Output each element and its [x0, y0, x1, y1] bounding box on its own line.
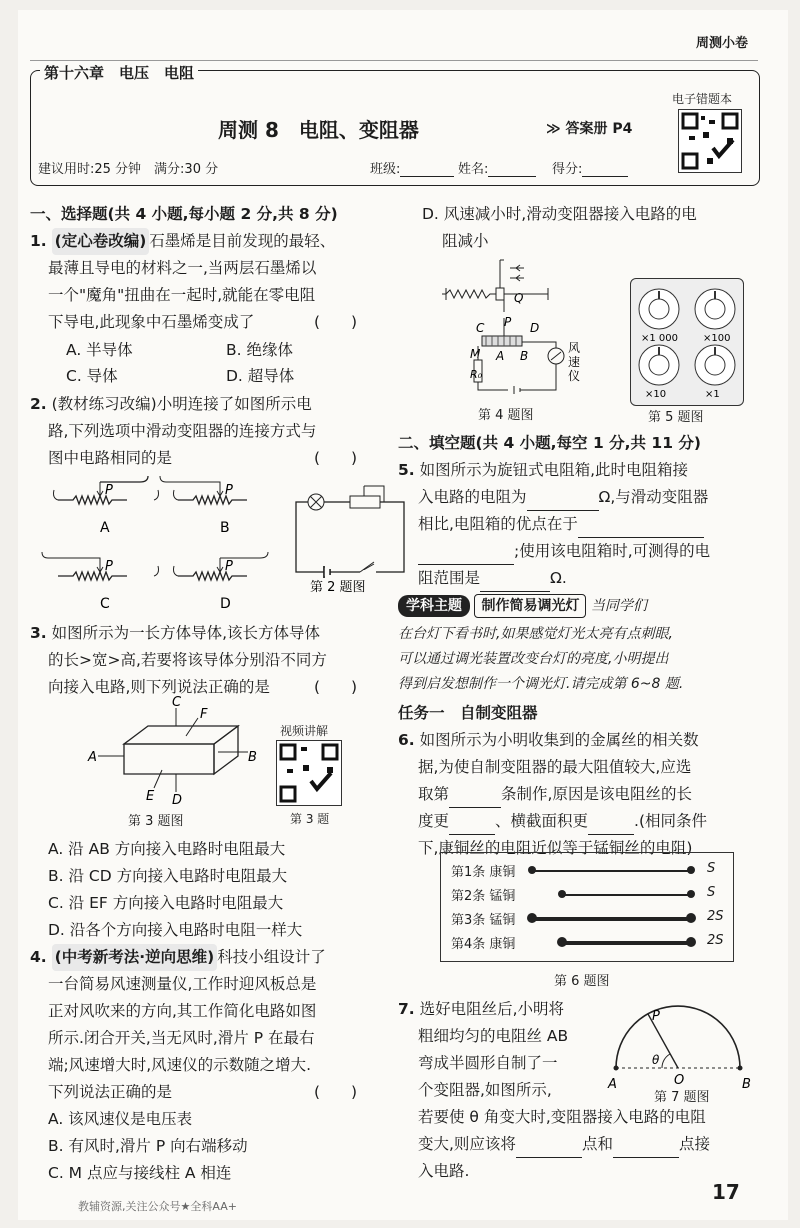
q7-blank-point-1[interactable]: [516, 1139, 582, 1158]
q4-option-a[interactable]: A. 该风速仪是电压表: [48, 1110, 193, 1128]
wire-row-2-area: S: [707, 885, 716, 900]
q5-number: 5.: [398, 461, 415, 479]
q3-answer-paren[interactable]: ( ): [314, 678, 358, 696]
q6-wire-table: [440, 852, 734, 962]
q4-option-c[interactable]: C. M 点应与接线柱 A 相连: [48, 1164, 232, 1182]
q4-line-1: [30, 944, 326, 971]
rheostat-option-a[interactable]: [54, 476, 159, 504]
fig7-label-p: P: [652, 1009, 660, 1024]
q7-line-5: 若要使 θ 角变大时,变阻器接入电路的电阻: [418, 1108, 706, 1126]
wire-3-start-dot: [527, 913, 537, 923]
fig3-label-f: F: [200, 707, 208, 722]
q2-fig-caption: 第 2 题图: [310, 580, 366, 595]
theme-title: 制作简易调光灯: [474, 594, 586, 618]
q5-text-5a: 阻范围是: [418, 569, 481, 587]
wire-2-start-dot: [558, 890, 566, 898]
score-blank[interactable]: [582, 162, 628, 177]
wire-row-2: [451, 885, 726, 904]
rheostat-option-c[interactable]: [42, 552, 159, 580]
theme-badge: 学科主题: [398, 595, 470, 617]
q3-option-a[interactable]: A. 沿 AB 方向接入电路时电阻最大: [48, 840, 286, 858]
wire-row-4: [451, 933, 726, 952]
q4-fig-caption: 第 4 题图: [478, 408, 534, 423]
wire-row-4-label: 第4条 康铜: [451, 937, 516, 952]
q2-label-c: C: [100, 596, 110, 612]
q7-text-6c: 点接: [678, 1135, 710, 1153]
q1-answer-paren[interactable]: ( ): [314, 313, 358, 331]
name-blank[interactable]: [488, 162, 536, 177]
q1-tag: (定心卷改编): [52, 228, 150, 255]
q4-line-2: 一台简易风速测量仪,工作时迎风板总是: [48, 975, 317, 993]
multiplier-1: ×1: [705, 389, 720, 400]
fig3-label-a: A: [88, 750, 97, 765]
wire-2-line: [561, 894, 691, 896]
theme-line-1: 当同学们: [590, 598, 647, 614]
q6-line-1: [398, 727, 699, 754]
q7-line-2: 粗细均匀的电阻丝 AB: [418, 1027, 569, 1045]
fig3-label-d: D: [172, 793, 183, 808]
q6-line-4: [418, 808, 707, 835]
wire-row-3-area: 2S: [707, 909, 724, 924]
score-label: 得分:: [552, 162, 583, 177]
name-field[interactable]: [458, 158, 536, 177]
q3-line-2: 的长>宽>高,若要将该导体分别沿不同方: [48, 651, 327, 669]
q1-option-d[interactable]: D. 超导体: [226, 367, 295, 385]
section1-heading: 一、选择题(共 4 小题,每小题 2 分,共 8 分): [30, 205, 338, 223]
q6-fig-caption: 第 6 题图: [554, 974, 610, 989]
wire-row-1-label: 第1条 康铜: [451, 865, 516, 880]
q4-option-d-cont: 阻减小: [442, 232, 489, 250]
q6-blank-wire[interactable]: [449, 789, 501, 808]
q6-line-2: 据,为使自制变阻器的最大阻值较大,应选: [418, 758, 692, 776]
q2-circuit-diagram: [296, 486, 404, 578]
q5-fig-caption: 第 5 题图: [648, 410, 704, 425]
q3-option-d[interactable]: D. 沿各个方向接入电路时电阻一样大: [48, 921, 303, 939]
q5-line-2: [418, 484, 708, 511]
wire-1-end-dot: [687, 866, 695, 874]
fig4-label-r0: R₀: [470, 368, 483, 381]
q3-text-1: 如图所示为一长方体导体,该长方体导体: [51, 624, 321, 642]
wire-4-end-dot: [686, 937, 696, 947]
q3-line-3: 向接入电路,则下列说法正确的是: [48, 678, 270, 696]
q2-label-a: A: [100, 520, 110, 536]
q4-number: 4.: [30, 948, 47, 966]
q5-blank-advantage-cont[interactable]: [418, 546, 514, 565]
q7-line-7: 入电路.: [418, 1162, 470, 1180]
q2-line-2: 路,下列选项中滑动变阻器的连接方式与: [48, 422, 317, 440]
fig4-label-m: M: [470, 347, 481, 361]
wire-1-line: [531, 870, 691, 872]
q7-line-3: 弯成半圆形自制了一: [418, 1054, 558, 1072]
score-field[interactable]: [552, 158, 628, 177]
wire-4-start-dot: [557, 937, 567, 947]
q4-figure: [430, 256, 580, 404]
rheostat-option-b[interactable]: [160, 476, 247, 504]
q5-blank-resistance[interactable]: [527, 492, 599, 511]
q5-line-1: [398, 457, 688, 484]
wire-3-end-dot: [686, 913, 696, 923]
slider-label-d: P: [225, 559, 233, 574]
q4-line-4: 所示.闭合开关,当无风时,滑片 P 在最右: [48, 1029, 315, 1047]
qr-code-icon[interactable]: [678, 109, 742, 173]
q6-text-3b: 条制作,原因是该电阻丝的长: [501, 785, 692, 803]
q3-number: 3.: [30, 624, 47, 642]
answer-ref: ≫ 答案册 P4: [546, 121, 633, 137]
q5-line-4: [418, 538, 710, 565]
q6-text-4a: 度更: [418, 812, 450, 830]
q6-text-3a: 取第: [418, 785, 450, 803]
q2-answer-paren[interactable]: ( ): [314, 449, 358, 467]
wire-4-line: [561, 941, 691, 945]
task1-heading: 任务一 自制变阻器: [398, 704, 538, 722]
q1-line-3: 一个"魔角"扭曲在一起时,就能在零电阻: [48, 286, 316, 304]
q2-label-b: B: [220, 520, 230, 536]
q6-blank-area[interactable]: [588, 816, 634, 835]
q5-text-5b: Ω.: [550, 569, 567, 587]
class-label: 班级:: [370, 162, 401, 177]
q7-fig-caption: 第 7 题图: [654, 1090, 710, 1105]
running-head: 周测小卷: [696, 36, 749, 51]
wrong-book-label: 电子错题本: [672, 92, 733, 106]
footer-source: 教辅资源,关注公众号★全科AA+: [78, 1200, 237, 1213]
q7-line-4: 个变阻器,如图所示,: [418, 1081, 552, 1099]
worksheet-page: [18, 10, 788, 1220]
section2-heading: 二、填空题(共 4 小题,每空 1 分,共 11 分): [398, 434, 701, 452]
q5-resistance-box-figure: [630, 278, 744, 406]
q1-number: 1.: [30, 232, 47, 250]
fig3-label-c: C: [172, 695, 182, 710]
q1-line-1: [30, 228, 335, 255]
q4-line-6: 下列说法正确的是: [48, 1083, 173, 1101]
q5-text-2b: Ω,与滑动变阻器: [598, 488, 709, 506]
q3-option-b[interactable]: B. 沿 CD 方向接入电路时电阻最大: [48, 867, 288, 885]
q4-line-5: 端;风速增大时,风速仪的示数随之增大.: [48, 1056, 312, 1074]
theme-line-4: 得到启发想制作一个调光灯.请完成第 6~8 题.: [398, 676, 684, 692]
page-number: 17: [712, 1180, 740, 1204]
fig4-label-q: Q: [514, 291, 524, 305]
fig4-label-b: B: [520, 349, 529, 363]
fig3-label-e: E: [146, 789, 155, 804]
q4-option-b[interactable]: B. 有风时,滑片 P 向右端移动: [48, 1137, 248, 1155]
slider-label-b: P: [225, 483, 233, 498]
q7-text-1: 选好电阻丝后,小明将: [419, 1000, 565, 1018]
theme-line-3: 可以通过调光装置改变台灯的亮度,小明提出: [398, 651, 669, 667]
fig4-label-d: D: [530, 321, 540, 335]
q5-blank-advantage[interactable]: [578, 519, 704, 538]
q1-option-b[interactable]: B. 绝缘体: [226, 341, 293, 359]
multiplier-1000: ×1 000: [641, 333, 679, 344]
q3-option-c[interactable]: C. 沿 EF 方向接入电路时电阻最大: [48, 894, 284, 912]
q7-text-6a: 变大,则应该将: [418, 1135, 516, 1153]
q5-text-3: 相比,电阻箱的优点在于: [418, 515, 578, 533]
wire-row-2-label: 第2条 锰铜: [451, 889, 516, 904]
q6-line-3: [418, 781, 692, 808]
slider-label-a: P: [105, 483, 113, 498]
q4-tag: (中考新考法·逆向思维): [52, 944, 218, 971]
quiz-title: 周测 8 电阻、变阻器: [218, 118, 419, 142]
q7-line-1: [398, 996, 564, 1023]
theme-header: [398, 594, 647, 618]
q7-blank-point-2[interactable]: [613, 1139, 679, 1158]
q3-cuboid-figure: [88, 696, 288, 806]
wire-2-end-dot: [687, 890, 695, 898]
q2-figure: [48, 468, 408, 618]
rheostat-option-d[interactable]: [174, 552, 269, 580]
fig4-label-meter: 风速仪: [568, 341, 581, 383]
info-time: 建议用时:25 分钟 满分:30 分: [38, 162, 219, 177]
fig7-label-o: O: [674, 1073, 685, 1088]
q2-line-1: [30, 391, 312, 418]
video-caption: 第 3 题: [290, 812, 330, 826]
wire-3-line: [531, 917, 691, 921]
class-blank[interactable]: [400, 162, 454, 177]
q6-blank-length[interactable]: [449, 816, 495, 835]
wire-row-3: [451, 909, 726, 928]
class-field[interactable]: [370, 158, 454, 177]
q1-line-4: 下导电,此现象中石墨烯变成了: [48, 313, 255, 331]
q7-line-6: [418, 1131, 710, 1158]
q5-text-2a: 入电路的电阻为: [418, 488, 527, 506]
fig4-label-c: C: [476, 321, 485, 335]
fig4-label-p: P: [504, 315, 512, 329]
q6-text-1: 如图所示为小明收集到的金属丝的相关数: [419, 731, 699, 749]
multiplier-10: ×10: [645, 389, 667, 400]
video-label: 视频讲解: [280, 724, 329, 738]
q6-text-4c: .(相同条件: [634, 812, 708, 830]
q6-text-4b: 、横截面积更: [495, 812, 589, 830]
name-label: 姓名:: [458, 162, 489, 177]
fig7-label-b: B: [742, 1077, 751, 1092]
q7-text-6b: 点和: [581, 1135, 613, 1153]
multiplier-100: ×100: [703, 333, 731, 344]
q5-line-3: [418, 511, 704, 538]
wire-row-1-area: S: [707, 861, 716, 876]
q1-option-c[interactable]: C. 导体: [66, 367, 118, 385]
q7-semicircle-figure: [608, 1004, 758, 1094]
q4-answer-paren[interactable]: ( ): [314, 1083, 358, 1101]
theme-line-2: 在台灯下看书时,如果感觉灯光太亮有点刺眼,: [398, 626, 673, 642]
q6-line-5: 下,康铜丝的电阻近似等于锰铜丝的电阻): [418, 839, 693, 857]
q5-text-4: ;使用该电阻箱时,可测得的电: [514, 542, 711, 560]
q1-text-1: 石墨烯是目前发现的最轻、: [149, 232, 336, 250]
slider-label-c: P: [105, 559, 113, 574]
wire-row-1: [451, 861, 726, 880]
chapter-title: 第十六章 电压 电阻: [40, 62, 198, 83]
q2-number: 2.: [30, 395, 47, 413]
video-qr-code-icon[interactable]: [276, 740, 342, 806]
fig7-label-a: A: [608, 1077, 617, 1092]
q5-line-5: [418, 565, 567, 592]
q4-option-d[interactable]: D. 风速减小时,滑动变阻器接入电路的电: [422, 205, 697, 223]
q5-text-1: 如图所示为旋钮式电阻箱,此时电阻箱接: [419, 461, 689, 479]
wire-row-4-area: 2S: [707, 933, 724, 948]
q1-option-a[interactable]: A. 半导体: [66, 341, 133, 359]
head-rule: [30, 60, 758, 61]
q6-number: 6.: [398, 731, 415, 749]
q5-blank-range[interactable]: [480, 573, 550, 592]
q2-label-d: D: [220, 596, 231, 612]
fig4-label-a: A: [496, 349, 505, 363]
fig7-label-theta: θ: [652, 1053, 660, 1067]
fig3-label-b: B: [248, 750, 257, 765]
q3-line-1: [30, 620, 320, 647]
wire-row-3-label: 第3条 锰铜: [451, 913, 516, 928]
q3-fig-caption: 第 3 题图: [128, 814, 184, 829]
q4-line-3: 正对风吹来的方向,其工作简化电路如图: [48, 1002, 317, 1020]
q2-line-3: 图中电路相同的是: [48, 449, 173, 467]
q1-line-2: 最薄且导电的材料之一,当两层石墨烯以: [48, 259, 317, 277]
wire-1-start-dot: [528, 866, 536, 874]
q2-text-1: (教材练习改编)小明连接了如图所示电: [51, 395, 312, 413]
q4-text-1: 科技小组设计了: [217, 948, 326, 966]
q7-number: 7.: [398, 1000, 415, 1018]
